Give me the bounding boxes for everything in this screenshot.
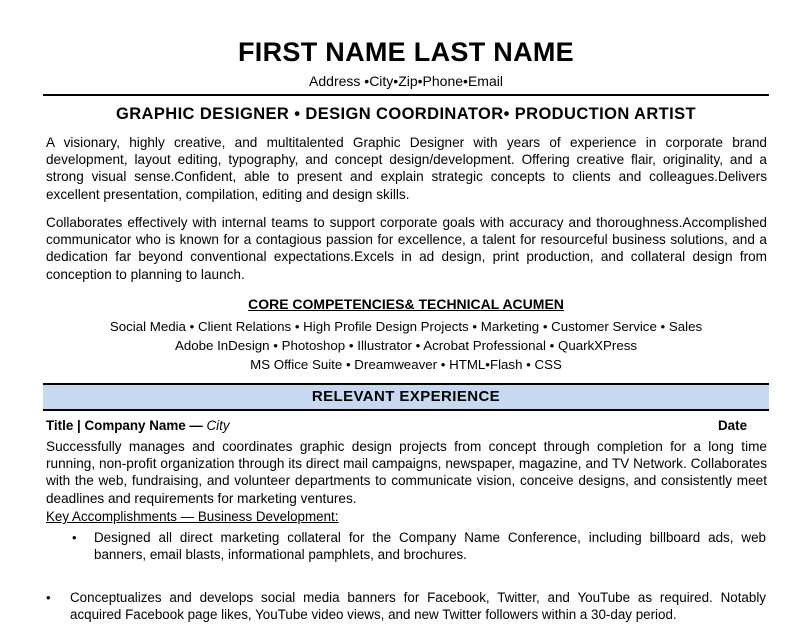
competencies-line-3: MS Office Suite • Dreamweaver • HTML•Flash • CSS [250, 357, 562, 372]
header-divider [43, 94, 769, 96]
competencies-heading: CORE COMPETENCIES& TECHNICAL ACUMEN [248, 296, 564, 312]
experience-section-band [43, 383, 769, 411]
competencies-line-2: Adobe InDesign • Photoshop • Illustrator • Acrobat Professional • QuarkXPress [174, 338, 638, 353]
job-title-line [46, 417, 746, 434]
bullet-marker: • [46, 590, 51, 605]
bullet-marker: • [72, 530, 77, 545]
job-date: Date [718, 418, 748, 433]
accomplishments-heading: Key Accomplishments — Business Development: [46, 509, 339, 524]
contact-line: Address •City•Zip•Phone•Email [309, 73, 503, 89]
summary-paragraph-2: Collaborates effectively with internal teams to support corporate goals with accuracy and thoroughness.Accomplished communicator who is known for a contagious passion for excellence, a talent for resourceful business solutions, and a dedication far beyond conventional expectations.Excels in ad design, print production, and collateral design from conception to planning to launch. [46, 215, 767, 282]
competencies-line-1: Social Media • Client Relations • High Profile Design Projects • Marketing • Customer Service • Sales [109, 319, 703, 334]
professional-headline: GRAPHIC DESIGNER • DESIGN COORDINATOR• PRODUCTION ARTIST [115, 105, 696, 123]
job-city: City [206, 418, 230, 433]
accomplishment-item: Designed all direct marketing collateral for the Company Name Conference, including billboard ads, web banners, email blasts, informational pamphlets, and brochures. [94, 530, 766, 563]
summary-paragraph-1: A visionary, highly creative, and multitalented Graphic Designer with years of experience in corporate brand development, layout editing, typography, and concept design/development. Offering creative flair, originality, and a strong visual sense.Confident, able to present and explain strategic concepts to clients and colleagues.Delivers excellent presentation, compilation, editing and design skills. [46, 135, 767, 202]
job-description: Successfully manages and coordinates graphic design projects from concept through completion for a long time running, non-profit organization through its direct mail campaigns, newspaper, magazine, and TV Network. Collaborates with the web, fundraising, and volunteer departments to communicate vision, conceive designs, and consistently meet deadlines and requirements for marketing ventures. [46, 439, 767, 506]
job-title-company: Title | Company Name — [46, 418, 207, 433]
accomplishment-item: Conceptualizes and develops social media banners for Facebook, Twitter, and YouTube as required. Notably acquired Facebook page likes, YouTube video views, and new Twitter followers within a 30-day period. [70, 590, 766, 623]
candidate-name: FIRST NAME LAST NAME [238, 37, 574, 67]
experience-section-title: RELEVANT EXPERIENCE [311, 388, 501, 405]
